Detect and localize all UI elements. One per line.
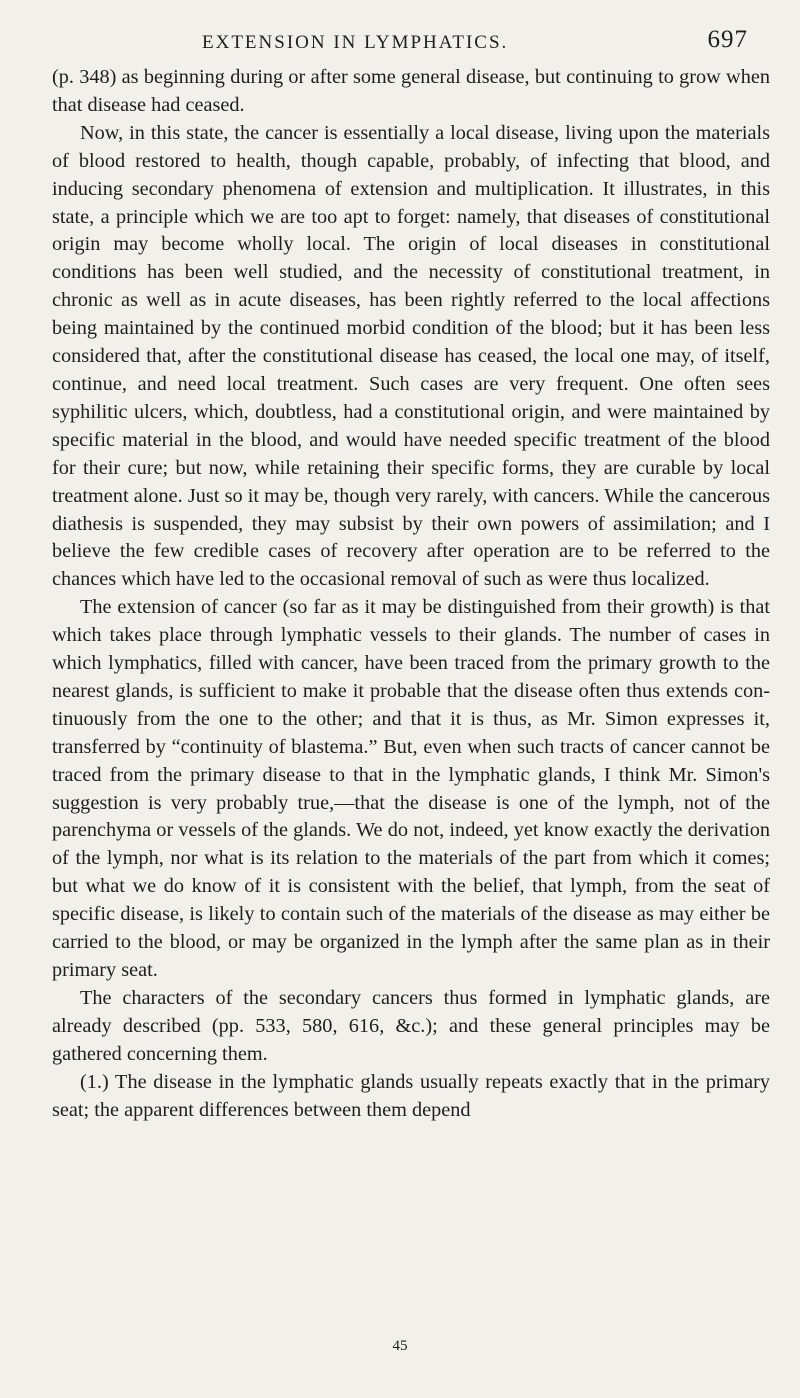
paragraph-continuation: (p. 348) as beginning during or after some general disease, but continuing to grow when that disease had ceased.: [52, 66, 770, 116]
page-number: 697: [707, 26, 748, 53]
paragraph-extension-of-cancer: The extension of cancer (so far as it may be distinguished from their growth) is that which takes place through lymphatic vessels to their glands. The number of cases in which lymphatics, filled with cancer, have been traced from the primary growth to the nearest glands, is sufficient to make it probable that the disease often thus extends continuously from the one to the other; and that it is thus, as Mr. Simon expresses it, transferred by “continuity of blastema.” But, even when such tracts of cancer cannot be traced from the primary disease to that in the lymphatic glands, I think Mr. Simon's suggestion is very probably true,—that the disease is one of the lymph, not of the parenchyma or vessels of the glands. We do not, indeed, yet know exactly the derivation of the lymph, nor what is its relation to the materials of the part from which it comes; but what we do know of it is consistent with the belief, that lymph, from the seat of specific disease, is likely to contain such of the materials of the disease as may either be carried to the blood, or may be organized in the lymph after the same plan as in their primary seat.: [52, 596, 770, 981]
paragraph-secondary-cancers: The characters of the secondary cancers thus formed in lymphatic glands, are already described (pp. 533, 580, 616, &c.); and these general principles may be gathered concerning them.: [52, 986, 770, 1065]
paragraph-numbered-1: (1.) The disease in the lymphatic glands usually repeats exactly that in the primary seat; the apparent differences between them depend: [52, 1070, 770, 1121]
running-head: [56, 26, 760, 56]
running-head-title: EXTENSION IN LYMPHATICS.: [202, 32, 509, 53]
paragraph-local-disease: Now, in this state, the cancer is essentially a local disease, living upon the materials of blood restored to health, though capable, probably, of infecting that blood, and inducing secondary phenomena of extension and multiplication. It illustrates, in this state, a principle which we are too apt to forget: namely, that diseases of constitutional origin may become wholly local. The origin of local diseases in constitutional conditions has been well studied, and the necessity of constitutional treatment, in chronic as well as in acute diseases, has been rightly referred to the local affections being maintained by the continued morbid condition of the blood; but it has been less considered that, after the constitutional disease has ceased, the local one may, of itself, continue, and need local treatment. Such cases are very frequent. One often sees syphilitic ulcers, which, doubtless, had a constitutional origin, and were maintained by specific material in the blood, and would have needed specific treatment of the blood for their cure; but now, while retaining their specific forms, they are curable by local treatment alone. Just so it may be, though very rarely, with cancers. While the cancerous diathesis is suspended, they may subsist by their own powers of assimilation; and I believe the few credible cases of recovery after operation are to be referred to the chances which have led to the occasional removal of such as were thus localized.: [52, 121, 770, 591]
signature-mark: 45: [392, 1338, 408, 1354]
body-text: [52, 64, 770, 1124]
